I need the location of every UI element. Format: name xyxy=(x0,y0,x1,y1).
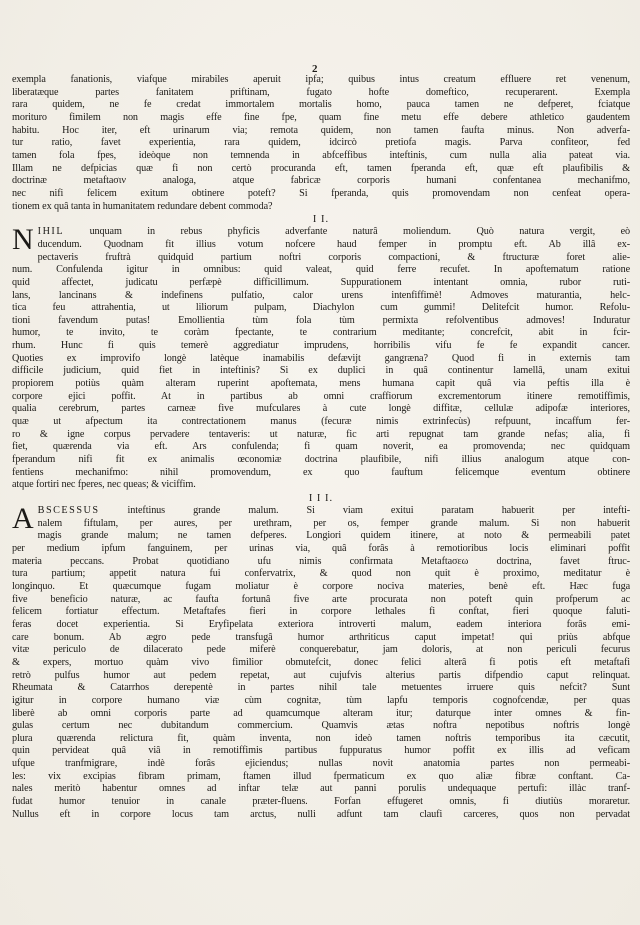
text-line: felicem fortiatur effectum. Metaftafes fieri in corpore lethales fi conftat, fieri quoque faluti- xyxy=(12,606,630,618)
text-line: liberatæque partes fanitatem priftinam, fugato hofte domeftico, recuperarent. Exempla xyxy=(12,86,630,98)
section-heading-ii: I I. xyxy=(312,214,330,226)
text-line: ducendum. Quodnam fit illius votum nofcere haud femper in promptu eft. Ab illâ ex- xyxy=(37,238,630,250)
text-line: pectaveris fruftrà quidquid partium noftri corporis compactioni, & ftructuræ foret alie- xyxy=(37,251,630,263)
text-line: nec nifi felicem exitum obtinere poteft? Si fperanda, quis promovendam non cenfeat opera- xyxy=(12,187,630,199)
drop-cap: N xyxy=(12,223,34,257)
text-line: les: vix excipias fibram primam, ftamen illud fpermaticum ex quo aliæ fibræ conftant. Ca- xyxy=(12,770,630,782)
text-line: corpore ejici poffit. At in partibus ab omni craffiorum excrementorum itinere remotiffimis, xyxy=(12,390,630,402)
text-line: morituro fimilem non magis effe fine fpe, quam fine metu effe debere athletico gaudentem xyxy=(12,111,630,123)
text-line: ro & igne corpus pervadere tentaveris: ut naturæ, fic arti repugnat tam grande nefas; alia, fi xyxy=(12,428,630,440)
page-mark: 2 xyxy=(312,63,318,75)
text-line: difficile judicium, quid fiet in inteftinis? Si ex duplici in quâ continentur lamellâ, unam exitui xyxy=(12,365,630,377)
text-line: tioni favendum putas! Emollientia tùm fola tùm permixta refolventibus admoves! Induratur xyxy=(12,314,630,326)
drop-cap: A xyxy=(12,502,34,535)
text-line: Illam ne defpicias quæ fi non certò procuranda eft, tamen fperanda eft, quæ eft plaufibilis & xyxy=(12,162,630,174)
text-line: Quoties ex improvifo longè latèque inamabilis defævijt gangræna? Quod fi in externis tam xyxy=(12,352,630,364)
text-line: tur ratio, favet experientia, rara quidem, idcircò pretiofa magis. Parva confiteor, fed xyxy=(12,137,630,149)
text-line: & expers, mortuo quàm vivo fimilior obmutefcit, donec felici alterâ fi potis eft metaftafi xyxy=(12,656,630,668)
text-line: rara quidem, ne fe credat immortalem mortalis homo, pauca tamen ne defperet, fciatque xyxy=(12,99,630,111)
text-line: exempla fanationis, viafque mirabiles aperuit ipfa; quibus intus creatum effluere ret venenum, xyxy=(12,74,630,85)
text-line: materia peccans. Probat quotidiano ufu nimis confirmata Metaftaσεω doctrina, favet ftruc- xyxy=(12,555,630,567)
text-line: fentiens mechanifmo: nihil promovendum, ex quo fauftum felicemque eventum obtinere xyxy=(12,466,630,478)
text-line: qualia cerebrum, partes carneæ five mufculares à cute longè diffitæ, cellulæ adipofæ interiores, xyxy=(12,403,630,415)
text-line xyxy=(12,505,630,518)
text-line: tura partium; appetit natura fui confervatrix, & quod non quit è proximo, meditatur è xyxy=(12,568,630,580)
text-line: lans, lancinans & indefinens pulfatio, calor urens intenfiffimè! Admoves maturantia, helc- xyxy=(12,289,630,301)
text-line: magis grande malum; ne tamen defperes. Longiori quidem itinere, at noto & permeabili patet xyxy=(37,530,630,542)
text-line: quid affectet, judicatu perfæpè difficillimum. Suppurationem intentant omnia, rubor ruti- xyxy=(12,276,630,288)
text-line: longinquo. Et quæcumque fugam moliatur è corpore nociva materies, benè eft. Hæc fuga xyxy=(12,580,630,592)
text-line: tamen fola fpes, ideòque non temnenda in abfceffibus inteftinis, cum nulla alia pateat via. xyxy=(12,149,630,161)
text-line: fiet, quærenda via eft. Ars confulenda; fi quam noverit, ea promovenda; nec quidquam xyxy=(12,441,630,453)
text-line: tionem ex quâ tanta in humanitatem redundare debent commoda? xyxy=(12,200,273,212)
text-line: fperandum nifi fit ex animalis œconomiæ doctrina plaufibile, nifi illius analogum atque con- xyxy=(12,454,630,466)
text-line-rest: inteftinus grande malum. Si viam exitui paratam habuerit per intefti- xyxy=(99,505,630,516)
text-line: nalem fiftulam, per aures, per urethram, per os, femper grande malum. Si non habuerit xyxy=(37,517,630,529)
section-intro xyxy=(12,74,630,213)
text-line xyxy=(12,226,630,239)
text-line: propiorem potiùs quàm alteram ruperint apoftemata, mens humana capit quâ via peftis illa è xyxy=(12,378,630,390)
text-line: ufque tranfmigrare, indè forâs ejiciendus; nullas novit anatomia partes non permeabi- xyxy=(12,758,630,770)
text-line: num. Confulenda igitur in omnibus: quid valeat, quid ferre recufet. In apoftematum ratione xyxy=(12,264,630,276)
text-line: habitu. Hoc iter, eft urinarum via; remota quidem, non tamen faufta minus. Non adverfa- xyxy=(12,124,630,136)
text-line: feras docet experientia. Si Eryfipelata exteriora introverti malum, eadem interiora forâs emi- xyxy=(12,618,630,630)
lead-word: BSCESSUS xyxy=(37,505,100,516)
text-line: retrò pulfus humor aut pedem repetat, aut cujufvis alterius partis difpendio caput relinquat. xyxy=(12,669,630,681)
text-line: doctrinæ metaftaσιν analoga, atque fabricæ corporis humani confentanea mechanifmo, xyxy=(12,175,630,187)
text-line: humor, te invito, te coràm fpectante, te contrarium meditante; concrefcit, abit in fcir- xyxy=(12,327,630,339)
text-line: vitæ periculo de dilacerato pede miferè conquerebatur, jam doloris, at non periculi fecurus xyxy=(12,644,630,656)
text-line: tica feu attrahentia, ut liliorum pulpam, Diachylon cum gummi! Delitefcit humor. Refolu- xyxy=(12,302,630,314)
section-heading-iii: I I I. xyxy=(308,493,334,504)
text-line: nales meritò habentur omnes ad inftar telæ aut panni porulis undequaque pertufi: illàc tranf- xyxy=(12,783,630,795)
text-line: gulas certum nec dubitandum commercium. Quamvis ætas noftra nepotibus noftris longè xyxy=(12,720,630,732)
text-line: igitur in corpore humano viæ cùm cognitæ, tùm lapfu temporis cognofcendæ, per quas xyxy=(12,694,630,706)
text-line: quæ ut afpectum ita contrectationem manus (fecuræ nimis extrinfecùs) refpuunt, incaffum fer- xyxy=(12,416,630,428)
text-line: Nullus eft in corpore locus tam arctus, nulli adfunt tam claufi carceres, quos non pervadat xyxy=(12,808,630,820)
lead-word: IHIL xyxy=(37,226,65,238)
text-line: care bonum. Ab ægro pede transfugâ humor arthriticus caput impetat! qui priùs abfque xyxy=(12,631,630,643)
text-line: fudat humor tenuior in canale præter-fluens. Forfan effugeret omnis, fi diutiùs moraretur. xyxy=(12,796,630,808)
text-line: quin pervideat quâ viâ in remotiffimis partibus fuppuratus humor poffit ex illis ad veficam xyxy=(12,745,630,757)
text-line: plura quærenda relictura fit, quàm inventa, non ideò tamen noftris temporibus ita cæcutit, xyxy=(12,732,630,744)
section-iii xyxy=(12,502,630,821)
text-line: atque fortiri nec fperes, nec queas; & viciffim. xyxy=(12,479,196,491)
section-ii xyxy=(12,223,630,492)
text-line: rhum. Hunc fi quis temerè aggrediatur imprudens, horribilis vifu fe fe expandit cancer. xyxy=(12,340,630,352)
text-line: liberè ab omni corporis parte ad quamcumque alteram itur; daturque inter omnes & fin- xyxy=(12,707,630,719)
text-line: five beneficio naturæ, ac faufta fortunâ five arte procurata non poteft quin profperum ac xyxy=(12,593,630,605)
text-line: per medium ipfum fanguinem, per urinas via, quâ forâs à remotioribus locis eliminari poffit xyxy=(12,542,630,554)
text-line-rest: unquam in rebus phyficis adverfante naturâ moliendum. Quò natura vergit, eò xyxy=(64,226,630,238)
text-line: Rheumata & Catarrhos derepentè in partes nihil tale metuentes irruere quis nefcit? Sunt xyxy=(12,682,630,694)
